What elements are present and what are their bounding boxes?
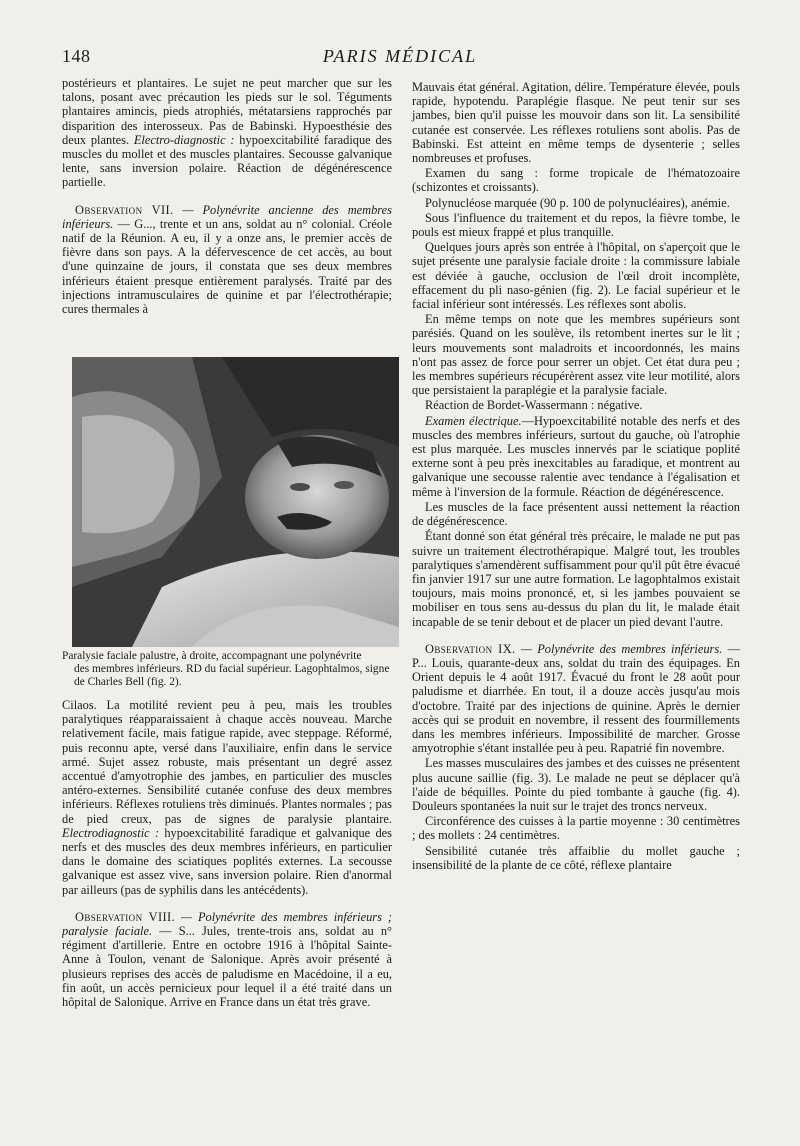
observation-vii: Observation VII. — Polynévrite ancienne des membres inférieurs. — G..., trente et un ans, soldat au n° colonial. Créole natif de la Réunion. A eu, il y a onze ans, le premier accès de fièvre dans son pays. A la défervescence de cet accès, au bout d'une quinzaine de jours, il constata que ses deux membres inférieurs étaient presque entièrement paralysés. Traité par des injections intramusculaires de quinine et par l'électrothérapie; cures thermales à <box>62 202 392 317</box>
observation-ix: Observation IX. — Polynévrite des membres inférieurs. — P... Louis, quarante-deux ans, soldat du train des équipages. En Orient depuis le 4 août 1917. Évacué du front le 28 août pour paludisme et diarrhée. En tout, il a douze accès jusqu'au mois d'octobre. Traité par des injections de quinine. Après le dernier accès qui se produit en novembre, il ressent des fourmillements dans les membres inférieurs. Impossibilité de marcher. Grosse amyotrophie s'étant installée peu à peu. Rapatrié fin novembre. <box>412 641 740 756</box>
paragraph: Les muscles de la face présentent aussi nettement la réaction de dégénérescence. <box>412 499 740 529</box>
paragraph: Étant donné son état général très précaire, le malade ne put pas suivre un traitement électrothérapique. Malgré tout, les troubles paralytiques s'amendèrent suffisamment pour qu'il pût être évacué fin janvier 1917 sur une autre formation. Le lagophtalmos existait toujours, mais moins prononcé, et, si les jambes pouvaient se mobiliser en tous sens au-dessus du plan du lit, le malade était incapable de se tenir debout et de placer un pied devant l'autre. <box>412 529 740 629</box>
paragraph: Réaction de Bordet-Wassermann : négative. <box>425 398 643 413</box>
observation-viii: Observation VIII. — Polynévrite des membres inférieurs ; paralysie faciale. — S... Jules, trente-trois ans, soldat au n° régiment d'artillerie. Entre en octobre 1916 à l'hôpital Sainte-Anne à Toulon, venant de Salonique. Après avoir présenté à plusieurs reprises des accès de paludisme en Macédoine, il a eu, fin août, un accès pernicieux pour lequel il a été traité dans un hôpital de Salonique. Arrive en France dans un état très grave. <box>62 909 392 1010</box>
paragraph: postérieurs et plantaires. Le sujet ne peut marcher que sur les talons, posant avec précaution les pieds sur le sol. Téguments plantaires amincis, pieds atrophiés, métatarsiens rapprochés par disparition des interosseux. Pas de Babinski. Hypoesthésie des deux plantes. Electro-diagnostic : hypoexcitabilité faradique des muscles du mollet et des muscles plantaires. Secousse galvanique lente, sans inversion polaire. Réaction de dégénérescence partielle. <box>62 76 392 190</box>
observation-label: Observation IX. <box>425 641 516 656</box>
figure-caption <box>62 650 400 689</box>
caption-line: de Charles Bell (fig. 2). <box>74 676 182 688</box>
patient-photograph <box>72 357 399 647</box>
paragraph: Mauvais état général. Agitation, délire. Température élevée, pouls rapide, hypotendu. Paraplégie flasque. Ne peut tenir sur ses jambes, bien qu'il puisse les mouvoir dans son lit. La sensibilité cutanée est conservée. Les réflexes rotuliens sont abolis. Pas de Babinski. Est atteint en même temps de dysenterie ; selles nombreuses et profuses. <box>412 80 740 166</box>
paragraph: Polynucléose marquée (90 p. 100 de polynucléaires), anémie. <box>425 195 730 210</box>
observation-title: — Polynévrite des membres inférieurs ; paralysie faciale. <box>62 909 392 939</box>
paragraph: En même temps on note que les membres supérieurs sont parésiés. Quand on les soulève, ils retombent inertes sur le lit ; leurs mouvements sont maladroits et incoordonnés, les mains n'ont pas assez de force pour serrer un objet. Cet état dura peu ; les membres supérieurs récupérèrent assez vite leur motilité, alors que persistaient la paraplégie et la paralysie faciale. <box>412 312 740 398</box>
observation-title: — Polynévrite des membres inférieurs. <box>520 641 723 656</box>
observation-label: Observation VIII. <box>75 909 176 924</box>
running-title: PARIS MÉDICAL <box>322 46 478 66</box>
right-column <box>412 80 740 873</box>
paragraph: Quelques jours après son entrée à l'hôpital, on s'aperçoit que le sujet présente une paralysie faciale droite : la commissure labiale est déviée à gauche, occlusion de l'œil droit incomplète, effacement du pli naso-génien (fig. 2). Le facial supérieur et le facial inférieur sont intéressés. Les réflexes sont abolis. <box>412 240 740 312</box>
caption-line: des membres inférieurs. RD du facial supérieur. Lagophtalmos, signe <box>74 663 390 675</box>
paragraph: Sous l'influence du traitement et du repos, la fièvre tombe, le pouls est mieux frappé et plus tranquille. <box>412 210 740 240</box>
caption-line: Paralysie faciale palustre, à droite, accompagnant une polynévrite <box>62 650 362 662</box>
left-column-top <box>62 76 392 317</box>
paragraph: Cilaos. La motilité revient peu à peu, mais les troubles paralytiques réapparaissaient à chaque accès nouveau. Marche relativement facile, mais fatigue rapide, avec steppage. Réformé, puis reconnu apte, versé dans l'auxiliaire, enfin dans le service armé. Sujet assez robuste, mais présentant un degré assez accentué d'amyotrophie des jambes, en particulier des muscles antéro-externes. Sensibilité cutanée confuse des deux membres inférieurs. Réflexes rotuliens très diminués. Plantes normales ; pas de pied creux, pas de signes de paralysie plantaire. Electrodiagnostic : hypoexcitabilité faradique et galvanique des nerfs et des muscles des deux membres inférieurs, en particulier dans le domaine des sciatiques poplités externes. La secousse galvanique est assez vive, sans inversion polaire. Rien d'anormal par ailleurs (pas de syphilis dans les antécédents). <box>62 698 392 897</box>
paragraph: Examen électrique.—Hypoexcitabilité notable des nerfs et des muscles des membres inférieurs, surtout du gauche, où l'atrophie est plus marquée. Les muscles innervés par le sciatique poplité externe sont à peu près inexcitables au faradique, et montrent au galvanique une secousse ralentie avec tendance à l'égalisation et même à l'inversion de la formule. Réaction de dégénérescence. <box>412 413 740 499</box>
running-header <box>62 46 738 70</box>
page-number: 148 <box>62 46 91 66</box>
paragraph: Sensibilité cutanée très affaiblie du mollet gauche ; insensibilité de la plante de ce côté, réflexe plantaire <box>412 843 740 872</box>
left-column-bottom <box>62 698 392 1010</box>
paragraph: Examen du sang : forme tropicale de l'hématozoaire (schizontes et croissants). <box>412 166 740 195</box>
observation-label: Observation VII. <box>75 202 174 217</box>
paragraph: Circonférence des cuisses à la partie moyenne : 30 centimètres ; des mollets : 24 centimètres. <box>412 814 740 843</box>
paragraph: Les masses musculaires des jambes et des cuisses ne présentent plus aucune saillie (fig. 3). Le malade ne peut se déplacer qu'à l'aide de béquilles. Pointe du pied tombante à gauche (fig. 4). Douleurs spontanées la nuit sur le trajet des troncs nerveux. <box>412 756 740 813</box>
observation-title: — Polynévrite ancienne des membres inférieurs. <box>62 202 392 231</box>
